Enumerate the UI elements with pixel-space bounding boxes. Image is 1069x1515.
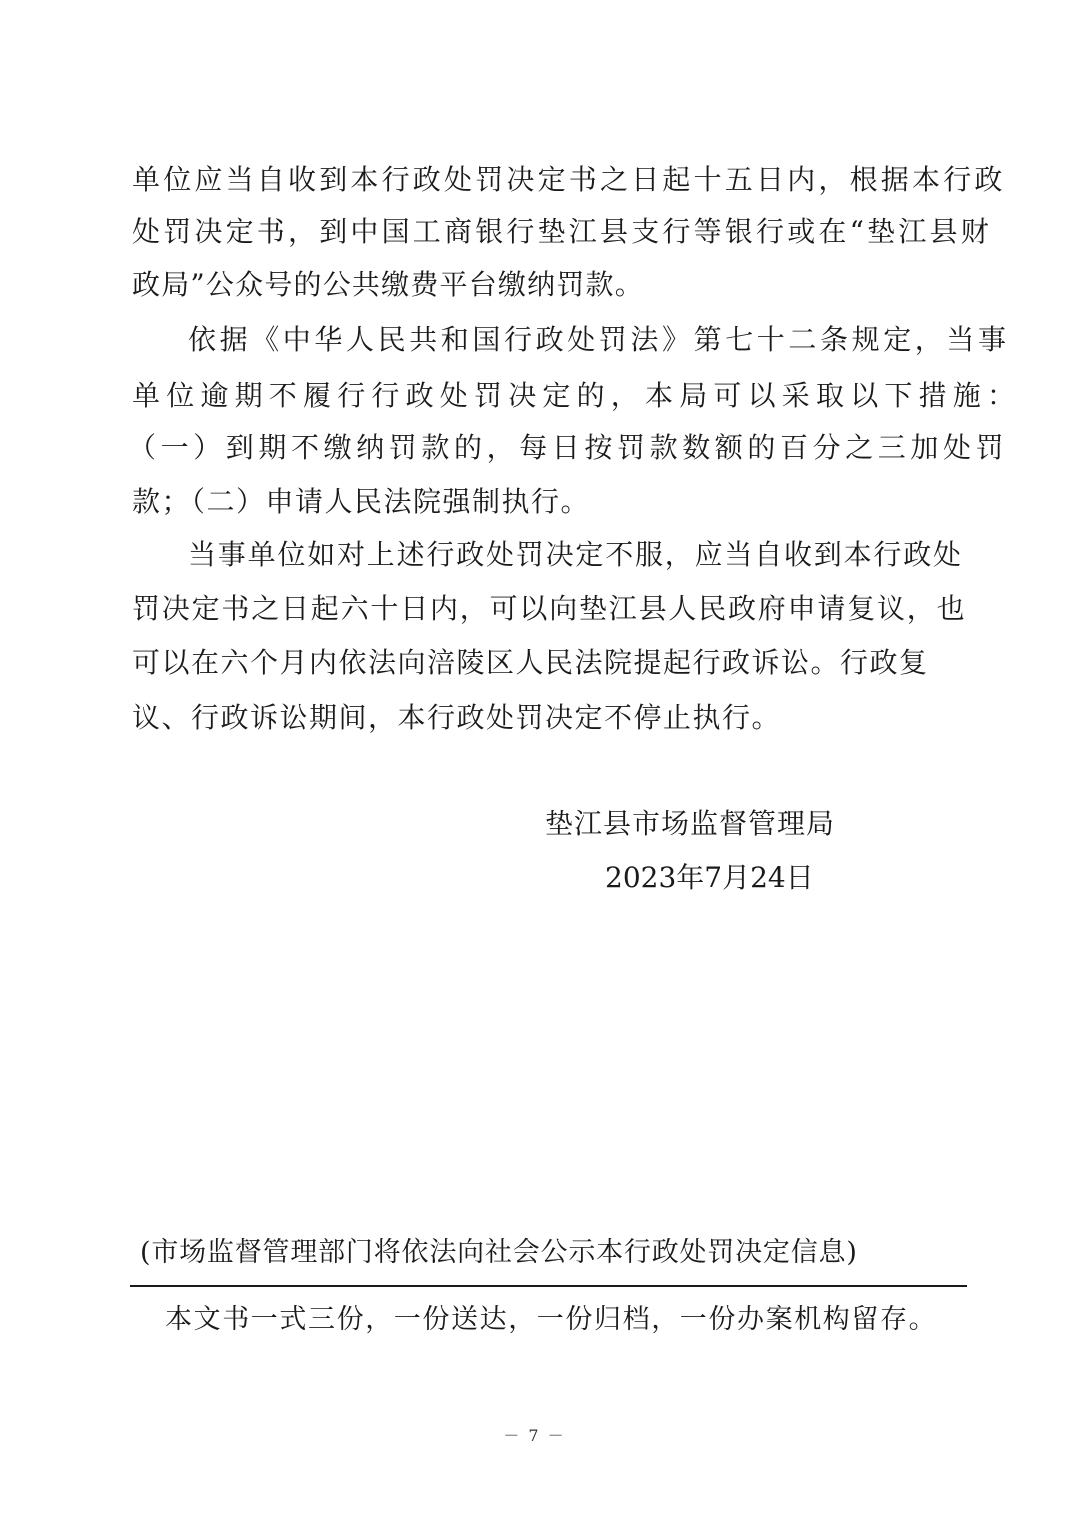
divider: [130, 1285, 967, 1287]
body-line: 依据《中华人民共和国行政处罚法》第七十二条规定，当事: [188, 323, 1010, 356]
body-line: 罚决定书之日起六十日内，可以向垫江县人民政府申请复议，也: [132, 592, 967, 625]
copies-note: 本文书一式三份，一份送达，一份归档，一份办案机构留存。: [165, 1304, 938, 1335]
body-line: 议、行政诉讼期间，本行政处罚决定不停止执行。: [132, 701, 782, 734]
body-line: 当事单位如对上述行政处罚决定不服，应当自收到本行政处: [188, 538, 963, 571]
body-line: 单位应当自收到本行政处罚决定书之日起十五日内，根据本行政: [132, 163, 1006, 196]
body-line: （一）到期不缴纳罚款的，每日按罚款数额的百分之三加处罚: [128, 431, 1009, 464]
body-line: 单位逾期不履行行政处罚决定的，本局可以采取以下措施：: [132, 379, 1022, 412]
signature-date: 2023年7月24日: [605, 861, 814, 894]
body-line: 可以在六个月内依法向涪陵区人民法院提起行政诉讼。行政复: [132, 646, 929, 679]
page-number: － 7 －: [503, 1426, 566, 1445]
body-line: 款；（二）申请人民法院强制执行。: [132, 485, 591, 518]
signature-organization: 垫江县市场监督管理局: [545, 807, 836, 840]
body-line: 政局”公众号的公共缴费平台缴纳罚款。: [132, 268, 644, 301]
body-line: 处罚决定书，到中国工商银行垫江县支行等银行或在“垫江县财: [132, 215, 992, 248]
public-notice: (市场监督管理部门将依法向社会公示本行政处罚决定信息): [140, 1237, 858, 1268]
